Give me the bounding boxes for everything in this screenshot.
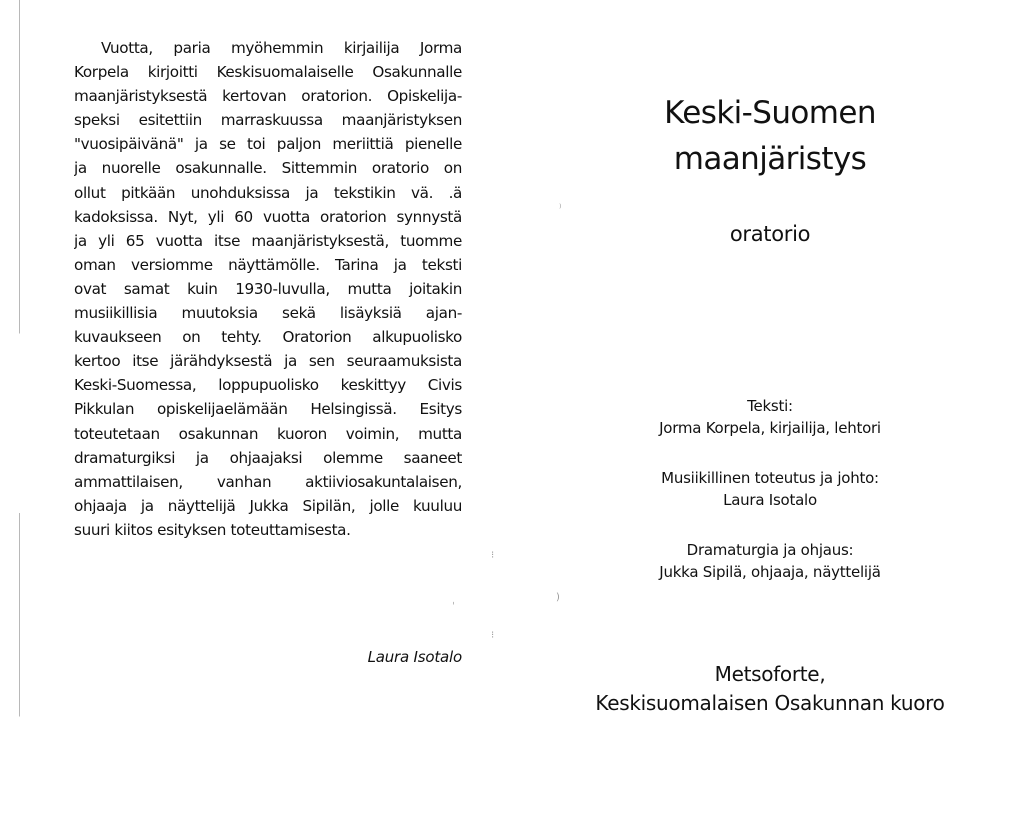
scan-speck: ⁾ [559, 203, 562, 214]
paragraph-line: maanjäristyksestä kertovan oratorion. Opiskelija- [74, 87, 462, 106]
credit-direction [540, 539, 1000, 583]
subtitle: oratorio [729, 222, 811, 246]
scan-edge-line [19, 0, 20, 814]
paragraph-line: ja yli 65 vuotta itse maanjäristyksestä, tuomme [74, 231, 462, 250]
paragraph-line: "vuosipäivänä" ja se toi paljon meriittiä pienelle [74, 135, 462, 154]
scan-speck: ⁝ [491, 630, 495, 641]
foreword-paragraph [74, 36, 462, 542]
scan-speck: ⁝ [491, 550, 495, 561]
credit-role: Dramaturgia ja ohjaus: [686, 541, 854, 559]
credit-text [540, 395, 1000, 439]
paragraph-line: speksi esitettiin marraskuussa maanjäristyksen [74, 111, 462, 130]
paragraph-line: Vuotta, paria myöhemmin kirjailija Jorma [101, 39, 462, 57]
credit-person: Laura Isotalo [723, 491, 817, 509]
credit-person: Jorma Korpela, kirjailija, lehtori [659, 419, 881, 437]
paragraph-line: Keski-Suomessa, loppupuolisko keskittyy Civis [74, 376, 462, 395]
signature: Laura Isotalo [367, 648, 462, 666]
paragraph-line: ja nuorelle osakunnalle. Sittemmin oratorio on [74, 159, 462, 178]
paragraph-line: Pikkulan opiskelijaelämään Helsingissä. Esitys [74, 400, 462, 419]
choir-line: Metsoforte, [714, 662, 826, 686]
title-line: maanjäristys [673, 141, 867, 177]
scan-speck: ) [556, 592, 560, 603]
credit-person: Jukka Sipilä, ohjaaja, näyttelijä [659, 563, 881, 581]
paragraph-line: kadoksissa. Nyt, yli 60 vuotta oratorion synnystä [74, 207, 462, 226]
paragraph-line: kertoo itse järähdyksestä ja sen seuraamuksista [74, 352, 462, 371]
title-line: Keski-Suomen [664, 95, 876, 131]
paragraph-line: toteutetaan osakunnan kuoron voimin, mutta [74, 424, 462, 443]
credit-music [540, 467, 1000, 511]
paragraph-line: ohjaaja ja näyttelijä Jukka Sipilän, jolle kuuluu [74, 496, 462, 515]
paragraph-line: oman versiomme näyttämölle. Tarina ja teksti [74, 255, 462, 274]
paragraph-line: Korpela kirjoitti Keskisuomalaiselle Osakunnalle [74, 63, 462, 82]
paragraph-line: musiikillisia muutoksia sekä lisäyksiä ajan- [74, 304, 462, 323]
choir-line: Keskisuomalaisen Osakunnan kuoro [595, 691, 945, 715]
paragraph-line: kuvaukseen on tehty. Oratorion alkupuolisko [74, 328, 462, 347]
left-page [74, 36, 462, 666]
paragraph-line: ovat samat kuin 1930-luvulla, mutta joitakin [74, 279, 462, 298]
page-title [540, 90, 1000, 182]
paragraph-line: suuri kiitos esityksen toteuttamisesta. [74, 520, 351, 539]
credit-role: Musiikillinen toteutus ja johto: [661, 469, 879, 487]
paragraph-line: ollut pitkään unohduksissa ja tekstikin vä. .ä [74, 183, 462, 202]
credit-role: Teksti: [747, 397, 793, 415]
scan-speck: ˌ [452, 595, 455, 606]
paragraph-line: ammattilaisen, vanhan aktiiviosakuntalaisen, [74, 472, 462, 491]
paragraph-line: dramaturgiksi ja ohjaajaksi olemme saaneet [74, 448, 462, 467]
choir-credit [540, 660, 1000, 718]
